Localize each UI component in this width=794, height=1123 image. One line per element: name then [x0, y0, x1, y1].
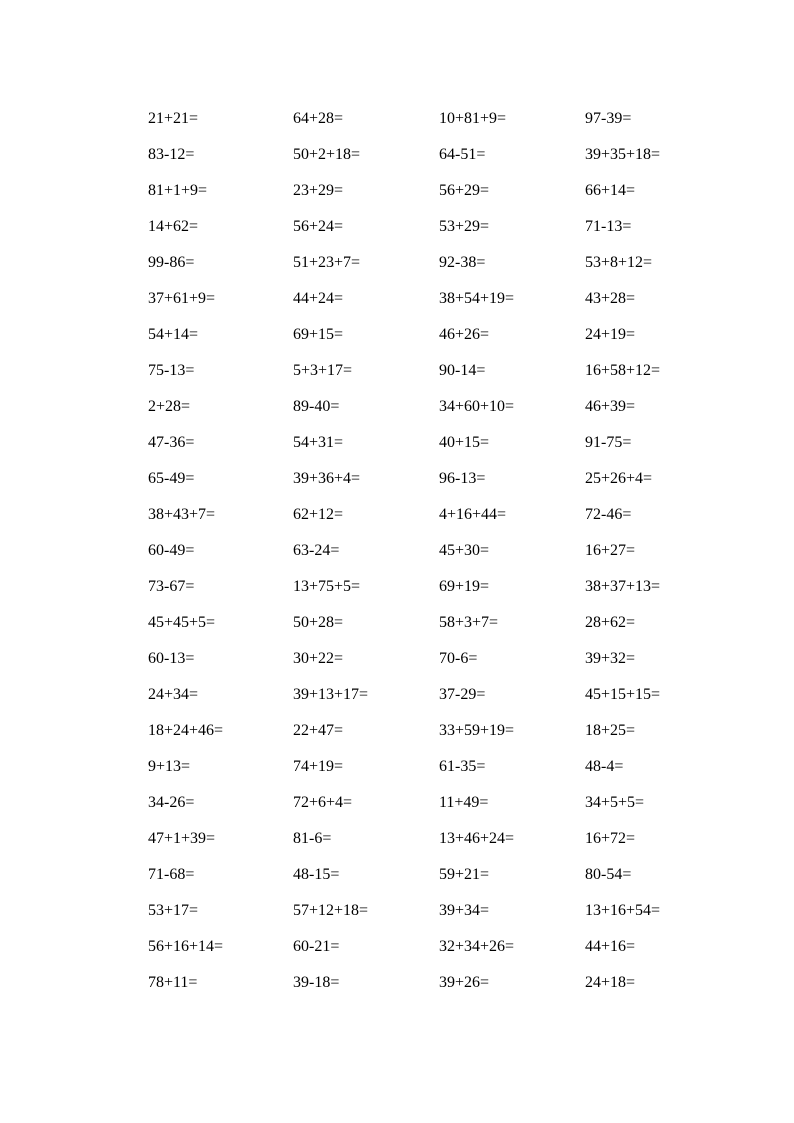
- math-problem: 64-51=: [439, 146, 486, 163]
- math-problem: 47-36=: [148, 434, 195, 451]
- math-problem: 14+62=: [148, 218, 199, 235]
- math-problem: 16+58+12=: [585, 362, 661, 379]
- math-problem: 54+14=: [148, 326, 199, 343]
- math-problem: 2+28=: [148, 398, 191, 415]
- math-problem: 60-49=: [148, 542, 195, 559]
- math-problem: 81+1+9=: [148, 182, 208, 199]
- math-problem: 72+6+4=: [293, 794, 353, 811]
- math-problem: 64+28=: [293, 110, 344, 127]
- math-problem: 13+75+5=: [293, 578, 361, 595]
- math-problem: 39+35+18=: [585, 146, 661, 163]
- math-problem: 56+16+14=: [148, 938, 224, 955]
- math-problem: 39+36+4=: [293, 470, 361, 487]
- math-problem: 16+72=: [585, 830, 636, 847]
- math-problem: 44+24=: [293, 290, 344, 307]
- math-problem: 50+28=: [293, 614, 344, 631]
- math-problem: 90-14=: [439, 362, 486, 379]
- math-problem: 50+2+18=: [293, 146, 361, 163]
- math-problem: 75-13=: [148, 362, 195, 379]
- math-problem: 22+47=: [293, 722, 344, 739]
- math-problem: 78+11=: [148, 974, 198, 991]
- math-problem: 18+25=: [585, 722, 636, 739]
- math-problem: 46+26=: [439, 326, 490, 343]
- math-problem: 47+1+39=: [148, 830, 216, 847]
- math-problem: 32+34+26=: [439, 938, 515, 955]
- math-problem: 38+43+7=: [148, 506, 216, 523]
- math-problem: 73-67=: [148, 578, 195, 595]
- math-problem: 39+26=: [439, 974, 490, 991]
- math-problem: 37+61+9=: [148, 290, 216, 307]
- math-problem: 65-49=: [148, 470, 195, 487]
- math-problem: 91-75=: [585, 434, 632, 451]
- math-problem: 21+21=: [148, 110, 199, 127]
- math-problem: 23+29=: [293, 182, 344, 199]
- math-problem: 11+49=: [439, 794, 489, 811]
- math-problem: 13+16+54=: [585, 902, 661, 919]
- math-problem: 96-13=: [439, 470, 486, 487]
- math-problem: 39-18=: [293, 974, 340, 991]
- math-problem: 13+46+24=: [439, 830, 515, 847]
- math-problem: 71-13=: [585, 218, 632, 235]
- math-problem: 54+31=: [293, 434, 344, 451]
- math-problem: 38+37+13=: [585, 578, 661, 595]
- math-problem: 92-38=: [439, 254, 486, 271]
- math-problem: 48-4=: [585, 758, 624, 775]
- math-problem: 24+19=: [585, 326, 636, 343]
- math-problem: 5+3+17=: [293, 362, 353, 379]
- math-problem: 81-6=: [293, 830, 332, 847]
- math-problem: 53+29=: [439, 218, 490, 235]
- math-problem: 16+27=: [585, 542, 636, 559]
- math-problem: 34+60+10=: [439, 398, 515, 415]
- math-problem: 59+21=: [439, 866, 490, 883]
- math-problem: 44+16=: [585, 938, 636, 955]
- math-problem: 72-46=: [585, 506, 632, 523]
- math-problem: 57+12+18=: [293, 902, 369, 919]
- math-problem: 46+39=: [585, 398, 636, 415]
- math-problem: 56+24=: [293, 218, 344, 235]
- math-problem: 62+12=: [293, 506, 344, 523]
- math-problem: 58+3+7=: [439, 614, 499, 631]
- math-problem: 24+34=: [148, 686, 199, 703]
- math-problem: 70-6=: [439, 650, 478, 667]
- math-problem: 69+19=: [439, 578, 490, 595]
- math-problem: 4+16+44=: [439, 506, 507, 523]
- math-problem: 53+8+12=: [585, 254, 653, 271]
- math-problem: 63-24=: [293, 542, 340, 559]
- math-problem: 30+22=: [293, 650, 344, 667]
- math-problem: 38+54+19=: [439, 290, 515, 307]
- math-problem: 69+15=: [293, 326, 344, 343]
- math-problem: 39+32=: [585, 650, 636, 667]
- math-problem: 83-12=: [148, 146, 195, 163]
- math-problem: 39+13+17=: [293, 686, 369, 703]
- math-problem: 89-40=: [293, 398, 340, 415]
- math-problem: 60-13=: [148, 650, 195, 667]
- math-problem: 51+23+7=: [293, 254, 361, 271]
- math-problem: 71-68=: [148, 866, 195, 883]
- math-problem: 80-54=: [585, 866, 632, 883]
- math-problem: 40+15=: [439, 434, 490, 451]
- math-problem: 60-21=: [293, 938, 340, 955]
- math-problem: 18+24+46=: [148, 722, 224, 739]
- math-problem: 61-35=: [439, 758, 486, 775]
- math-problem: 66+14=: [585, 182, 636, 199]
- math-problem: 28+62=: [585, 614, 636, 631]
- math-problem: 34-26=: [148, 794, 195, 811]
- math-problem: 34+5+5=: [585, 794, 645, 811]
- math-problem: 45+45+5=: [148, 614, 216, 631]
- math-problem: 33+59+19=: [439, 722, 515, 739]
- math-problem: 10+81+9=: [439, 110, 507, 127]
- math-problem: 97-39=: [585, 110, 632, 127]
- math-problem: 45+30=: [439, 542, 490, 559]
- math-problem: 74+19=: [293, 758, 344, 775]
- math-problem: 99-86=: [148, 254, 195, 271]
- math-problem: 56+29=: [439, 182, 490, 199]
- problem-grid: [148, 108, 748, 1008]
- math-problem: 45+15+15=: [585, 686, 661, 703]
- math-problem: 9+13=: [148, 758, 191, 775]
- math-problem: 39+34=: [439, 902, 490, 919]
- math-problem: 53+17=: [148, 902, 199, 919]
- math-problem: 24+18=: [585, 974, 636, 991]
- math-problem: 25+26+4=: [585, 470, 653, 487]
- math-problem: 43+28=: [585, 290, 636, 307]
- math-problem: 37-29=: [439, 686, 486, 703]
- math-problem: 48-15=: [293, 866, 340, 883]
